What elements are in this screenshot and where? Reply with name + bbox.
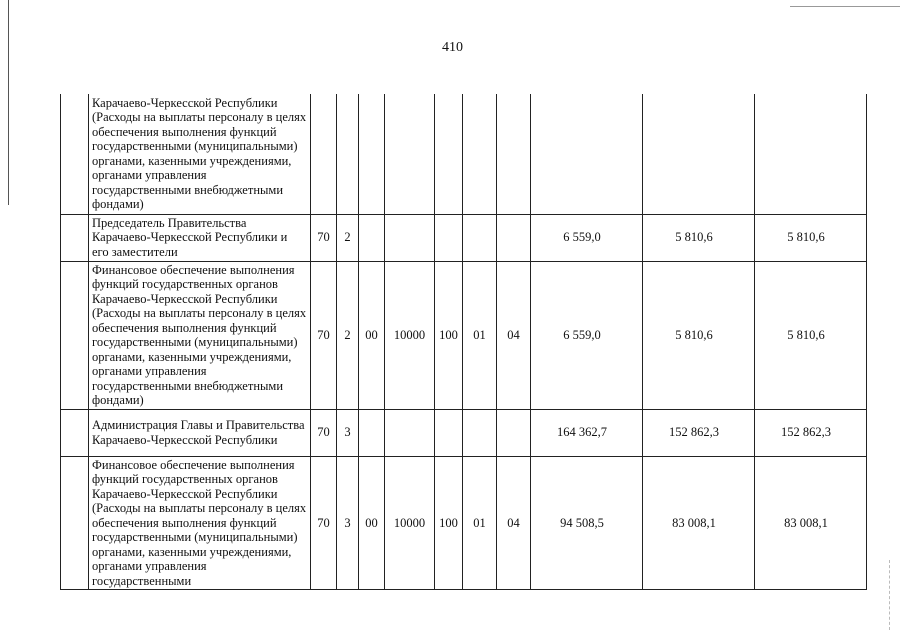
- amount-year-3: 5 810,6: [755, 261, 867, 409]
- row-number-cell: [61, 94, 89, 214]
- code-subsection: [497, 409, 531, 456]
- code-subsection: [497, 214, 531, 261]
- code-direction: [385, 94, 435, 214]
- code-ministry: 70: [311, 409, 337, 456]
- code-subprogram: 00: [359, 456, 385, 590]
- amount-year-2: 152 862,3: [643, 409, 755, 456]
- scan-artifact-dots: [889, 560, 891, 630]
- code-subsection: [497, 94, 531, 214]
- code-section: [463, 214, 497, 261]
- row-number-cell: [61, 456, 89, 590]
- code-subprogram: [359, 94, 385, 214]
- code-expense-type: 100: [435, 261, 463, 409]
- row-description: Администрация Главы и Правительства Карачаево-Черкесской Республики: [89, 409, 311, 456]
- code-subprogram: [359, 214, 385, 261]
- amount-year-2: 5 810,6: [643, 214, 755, 261]
- code-expense-type: [435, 214, 463, 261]
- amount-year-2: 83 008,1: [643, 456, 755, 590]
- code-ministry: [311, 94, 337, 214]
- code-direction: [385, 214, 435, 261]
- row-description: Финансовое обеспечение выполнения функций государственных органов Карачаево-Черкесской Республики (Расходы на выплаты персоналу в целях обеспечения выполнения функций государственными (муниципальными) органами, казенными учреждениями, органами управления государственными: [89, 456, 311, 590]
- row-number-cell: [61, 409, 89, 456]
- row-description: Карачаево-Черкесской Республики (Расходы на выплаты персоналу в целях обеспечения выполнения функций государственными (муниципальными) органами, казенными учреждениями, органами управления государственными внебюджетными фондами): [89, 94, 311, 214]
- code-section: [463, 94, 497, 214]
- budget-table: [60, 94, 867, 590]
- table-row: [61, 261, 867, 409]
- code-subsection: 04: [497, 456, 531, 590]
- code-section: 01: [463, 261, 497, 409]
- row-number-cell: [61, 261, 89, 409]
- page-number: 410: [442, 40, 463, 55]
- code-program: [337, 94, 359, 214]
- code-section: [463, 409, 497, 456]
- code-program: 3: [337, 456, 359, 590]
- code-expense-type: [435, 409, 463, 456]
- table-row: [61, 214, 867, 261]
- amount-year-1: 6 559,0: [531, 261, 643, 409]
- table-row: [61, 94, 867, 214]
- row-description: Председатель Правительства Карачаево-Черкесской Республики и его заместители: [89, 214, 311, 261]
- amount-year-3: 152 862,3: [755, 409, 867, 456]
- code-expense-type: 100: [435, 456, 463, 590]
- margin-rule: [8, 0, 9, 205]
- code-program: 3: [337, 409, 359, 456]
- amount-year-1: [531, 94, 643, 214]
- scan-artifact-line: [790, 6, 900, 7]
- amount-year-1: 164 362,7: [531, 409, 643, 456]
- code-expense-type: [435, 94, 463, 214]
- amount-year-3: 5 810,6: [755, 214, 867, 261]
- code-direction: 10000: [385, 456, 435, 590]
- amount-year-3: [755, 94, 867, 214]
- code-direction: 10000: [385, 261, 435, 409]
- amount-year-1: 6 559,0: [531, 214, 643, 261]
- table-row: [61, 409, 867, 456]
- code-ministry: 70: [311, 456, 337, 590]
- code-ministry: 70: [311, 261, 337, 409]
- code-subsection: 04: [497, 261, 531, 409]
- code-ministry: 70: [311, 214, 337, 261]
- code-subprogram: 00: [359, 261, 385, 409]
- code-subprogram: [359, 409, 385, 456]
- amount-year-3: 83 008,1: [755, 456, 867, 590]
- code-direction: [385, 409, 435, 456]
- amount-year-2: [643, 94, 755, 214]
- amount-year-2: 5 810,6: [643, 261, 755, 409]
- code-program: 2: [337, 214, 359, 261]
- code-section: 01: [463, 456, 497, 590]
- code-program: 2: [337, 261, 359, 409]
- row-number-cell: [61, 214, 89, 261]
- amount-year-1: 94 508,5: [531, 456, 643, 590]
- row-description: Финансовое обеспечение выполнения функций государственных органов Карачаево-Черкесской Республики (Расходы на выплаты персоналу в целях обеспечения выполнения функций государственными (муниципальными) органами, казенными учреждениями, органами управления государственными внебюджетными фондами): [89, 261, 311, 409]
- table-row: [61, 456, 867, 590]
